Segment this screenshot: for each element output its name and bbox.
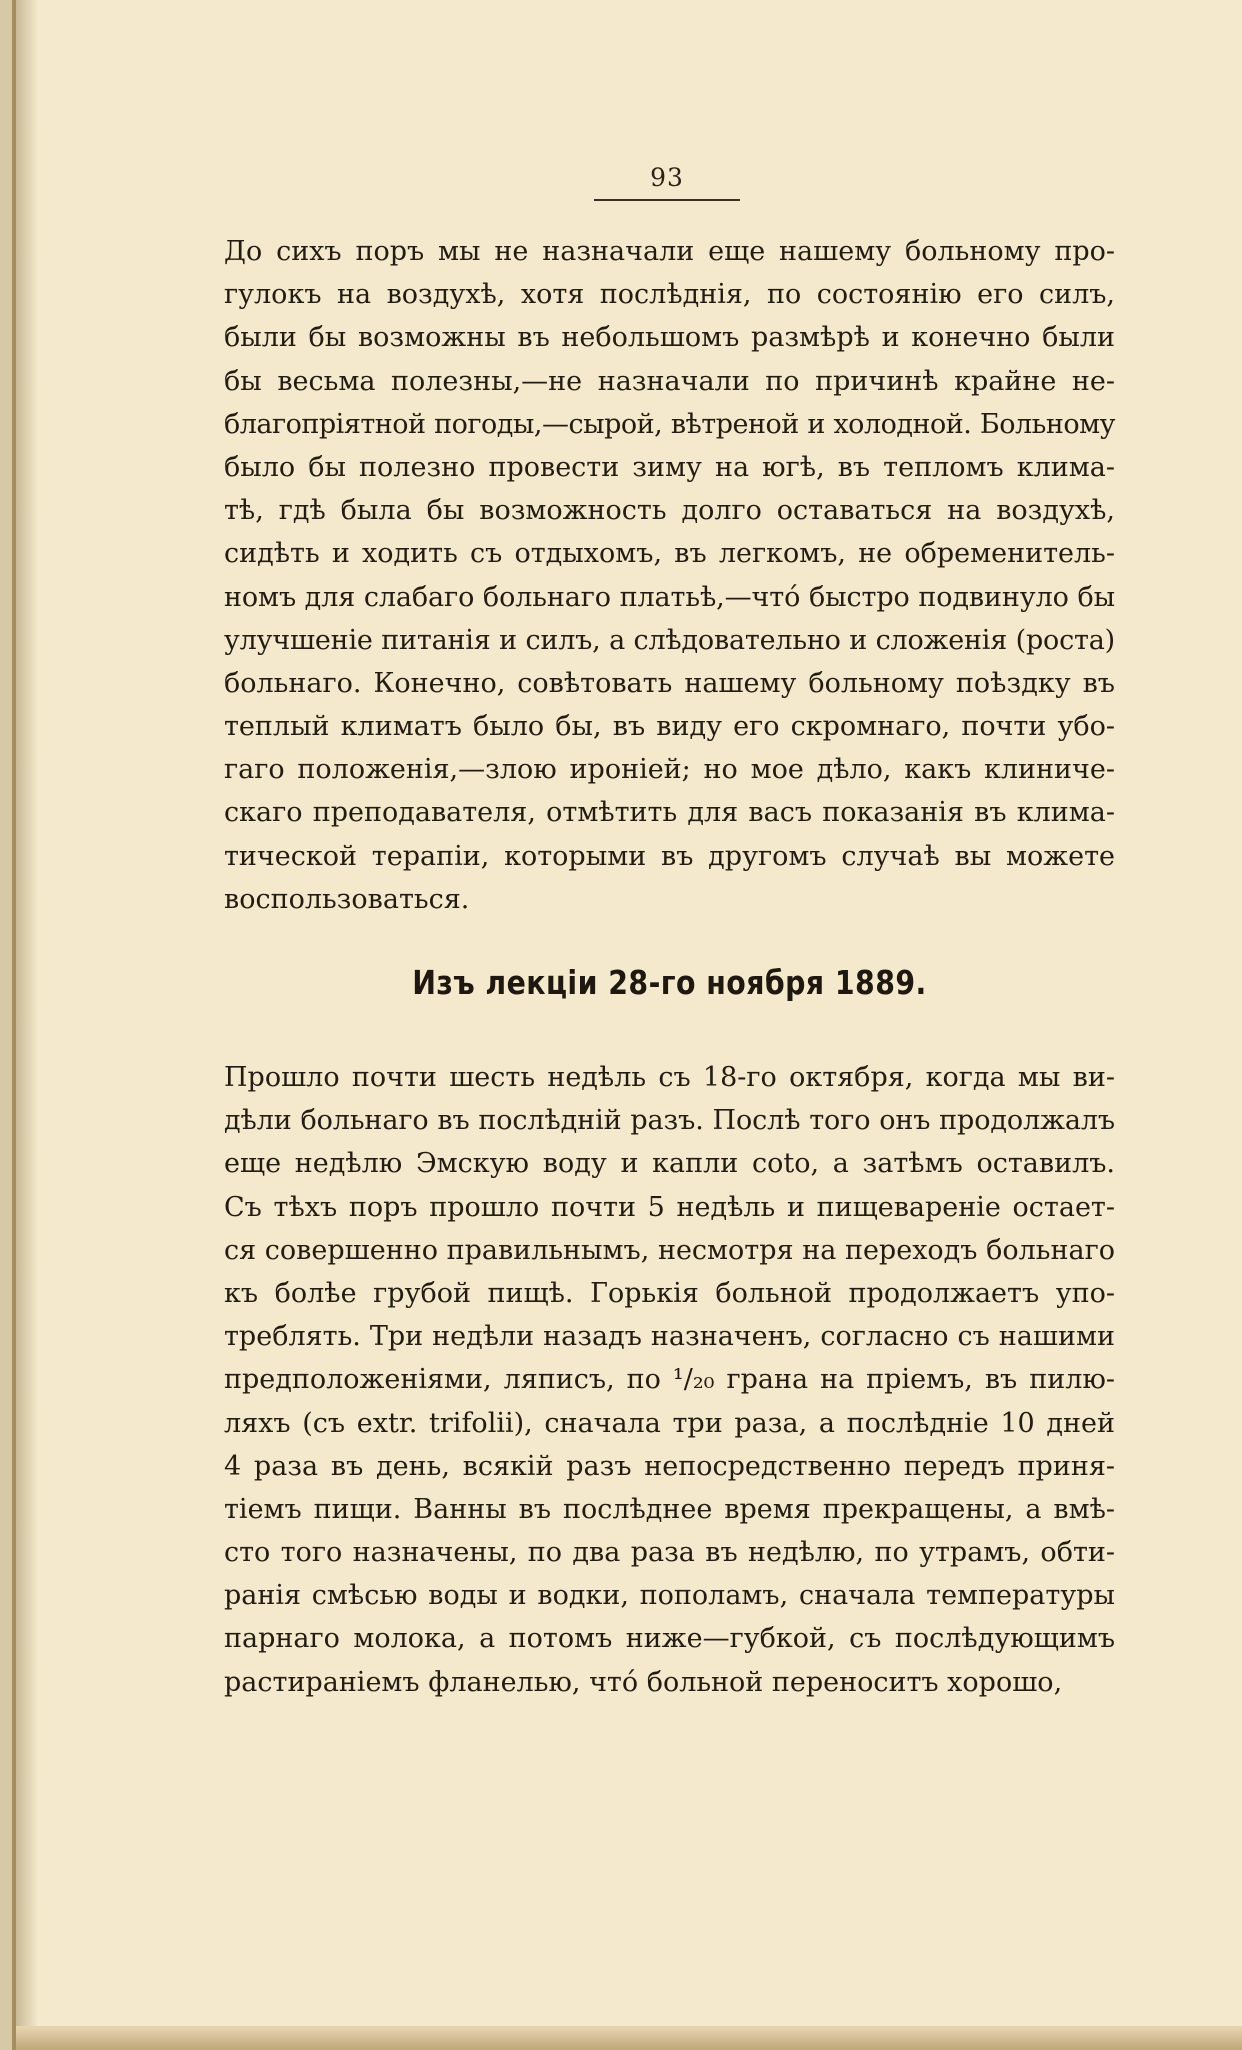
text-line: 4 раза въ день, всякій разъ непосредственно передъ приня-: [224, 1450, 1115, 1482]
text-line: дѣли больнаго въ послѣдній разъ. Послѣ того онъ продолжалъ: [224, 1105, 1115, 1137]
text-line: ранія смѣсью воды и водки, пополамъ, сначала температуры: [224, 1580, 1115, 1612]
text-line: гаго положенія,—злою ироніей; но мое дѣло, какъ клиниче-: [224, 754, 1115, 786]
page-number: 93: [650, 163, 684, 192]
text-line: благопріятной погоды,—сырой, вѣтреной и холодной. Больному: [224, 408, 1115, 440]
text-line: Прошло почти шесть недѣль съ 18-го октября, когда мы ви-: [224, 1062, 1115, 1093]
text-line: гулокъ на воздухѣ, хотя послѣднія, по состоянію его силъ,: [224, 279, 1115, 311]
text-line: улучшеніе питанія и силъ, а слѣдовательно и сложенія (роста): [224, 624, 1115, 656]
page-number-rule: [594, 199, 740, 201]
paragraph-2: [224, 1056, 1115, 1704]
text-line: До сихъ поръ мы не назначали еще нашему больному про-: [224, 236, 1115, 267]
text-line: ляхъ (съ extr. trifolii), сначала три раза, а послѣдніе 10 дней: [224, 1407, 1115, 1439]
text-line: къ болѣе грубой пищѣ. Горькія больной продолжаетъ упо-: [224, 1277, 1115, 1309]
paragraph-1: [224, 230, 1115, 921]
text-line: больнаго. Конечно, совѣтовать нашему больному поѣздку въ: [224, 667, 1115, 699]
text-line: тической терапіи, которыми въ другомъ случаѣ вы можете: [224, 840, 1115, 872]
text-line: были бы возможны въ небольшомъ размѣрѣ и конечно были: [224, 322, 1115, 354]
text-line: скаго преподавателя, отмѣтить для васъ показанія въ клима-: [224, 797, 1115, 829]
text-line: бы весьма полезны,—не назначали по причинѣ крайне не-: [224, 365, 1115, 397]
text-line: было бы полезно провести зиму на югѣ, въ тепломъ клима-: [224, 451, 1115, 483]
text-line: сидѣть и ходить съ отдыхомъ, въ легкомъ, не обременитель-: [224, 538, 1115, 570]
text-line: ся совершенно правильнымъ, несмотря на переходъ больнаго: [224, 1234, 1115, 1266]
text-line: номъ для слабаго больнаго платьѣ,—чтó быстро подвинуло бы: [224, 581, 1115, 613]
book-page: [12, 0, 1242, 2050]
text-line: Съ тѣхъ поръ прошло почти 5 недѣль и пищевареніе остает-: [224, 1191, 1115, 1223]
text-line: тѣ, гдѣ была бы возможность долго оставаться на воздухѣ,: [224, 495, 1115, 527]
text-line: треблять. Три недѣли назадъ назначенъ, согласно съ нашими: [224, 1321, 1115, 1353]
text-line: теплый климатъ было бы, въ виду его скромнаго, почти убо-: [224, 711, 1115, 743]
text-line: еще недѣлю Эмскую воду и капли coto, а затѣмъ оставилъ.: [224, 1148, 1115, 1180]
text-line: предположеніями, ляписъ, по ¹/₂₀ грана на пріемъ, въ пилю-: [224, 1364, 1115, 1396]
text-line: воспользоваться.: [224, 883, 470, 915]
text-line: парнаго молока, а потомъ ниже—губкой, съ послѣдующимъ: [224, 1623, 1115, 1655]
text-line: растираніемъ фланелью, чтó больной переноситъ хорошо,: [224, 1666, 1063, 1698]
page-bottom-edge: [16, 2026, 1242, 2050]
text-line: сто того назначены, по два раза въ недѣлю, по утрамъ, обти-: [224, 1537, 1115, 1569]
text-line: тіемъ пищи. Ванны въ послѣднее время прекращены, а вмѣ-: [224, 1493, 1115, 1525]
section-heading: Изъ лекціи 28-го ноября 1889.: [412, 963, 927, 1002]
page-edge-shadow: [16, 0, 38, 2050]
